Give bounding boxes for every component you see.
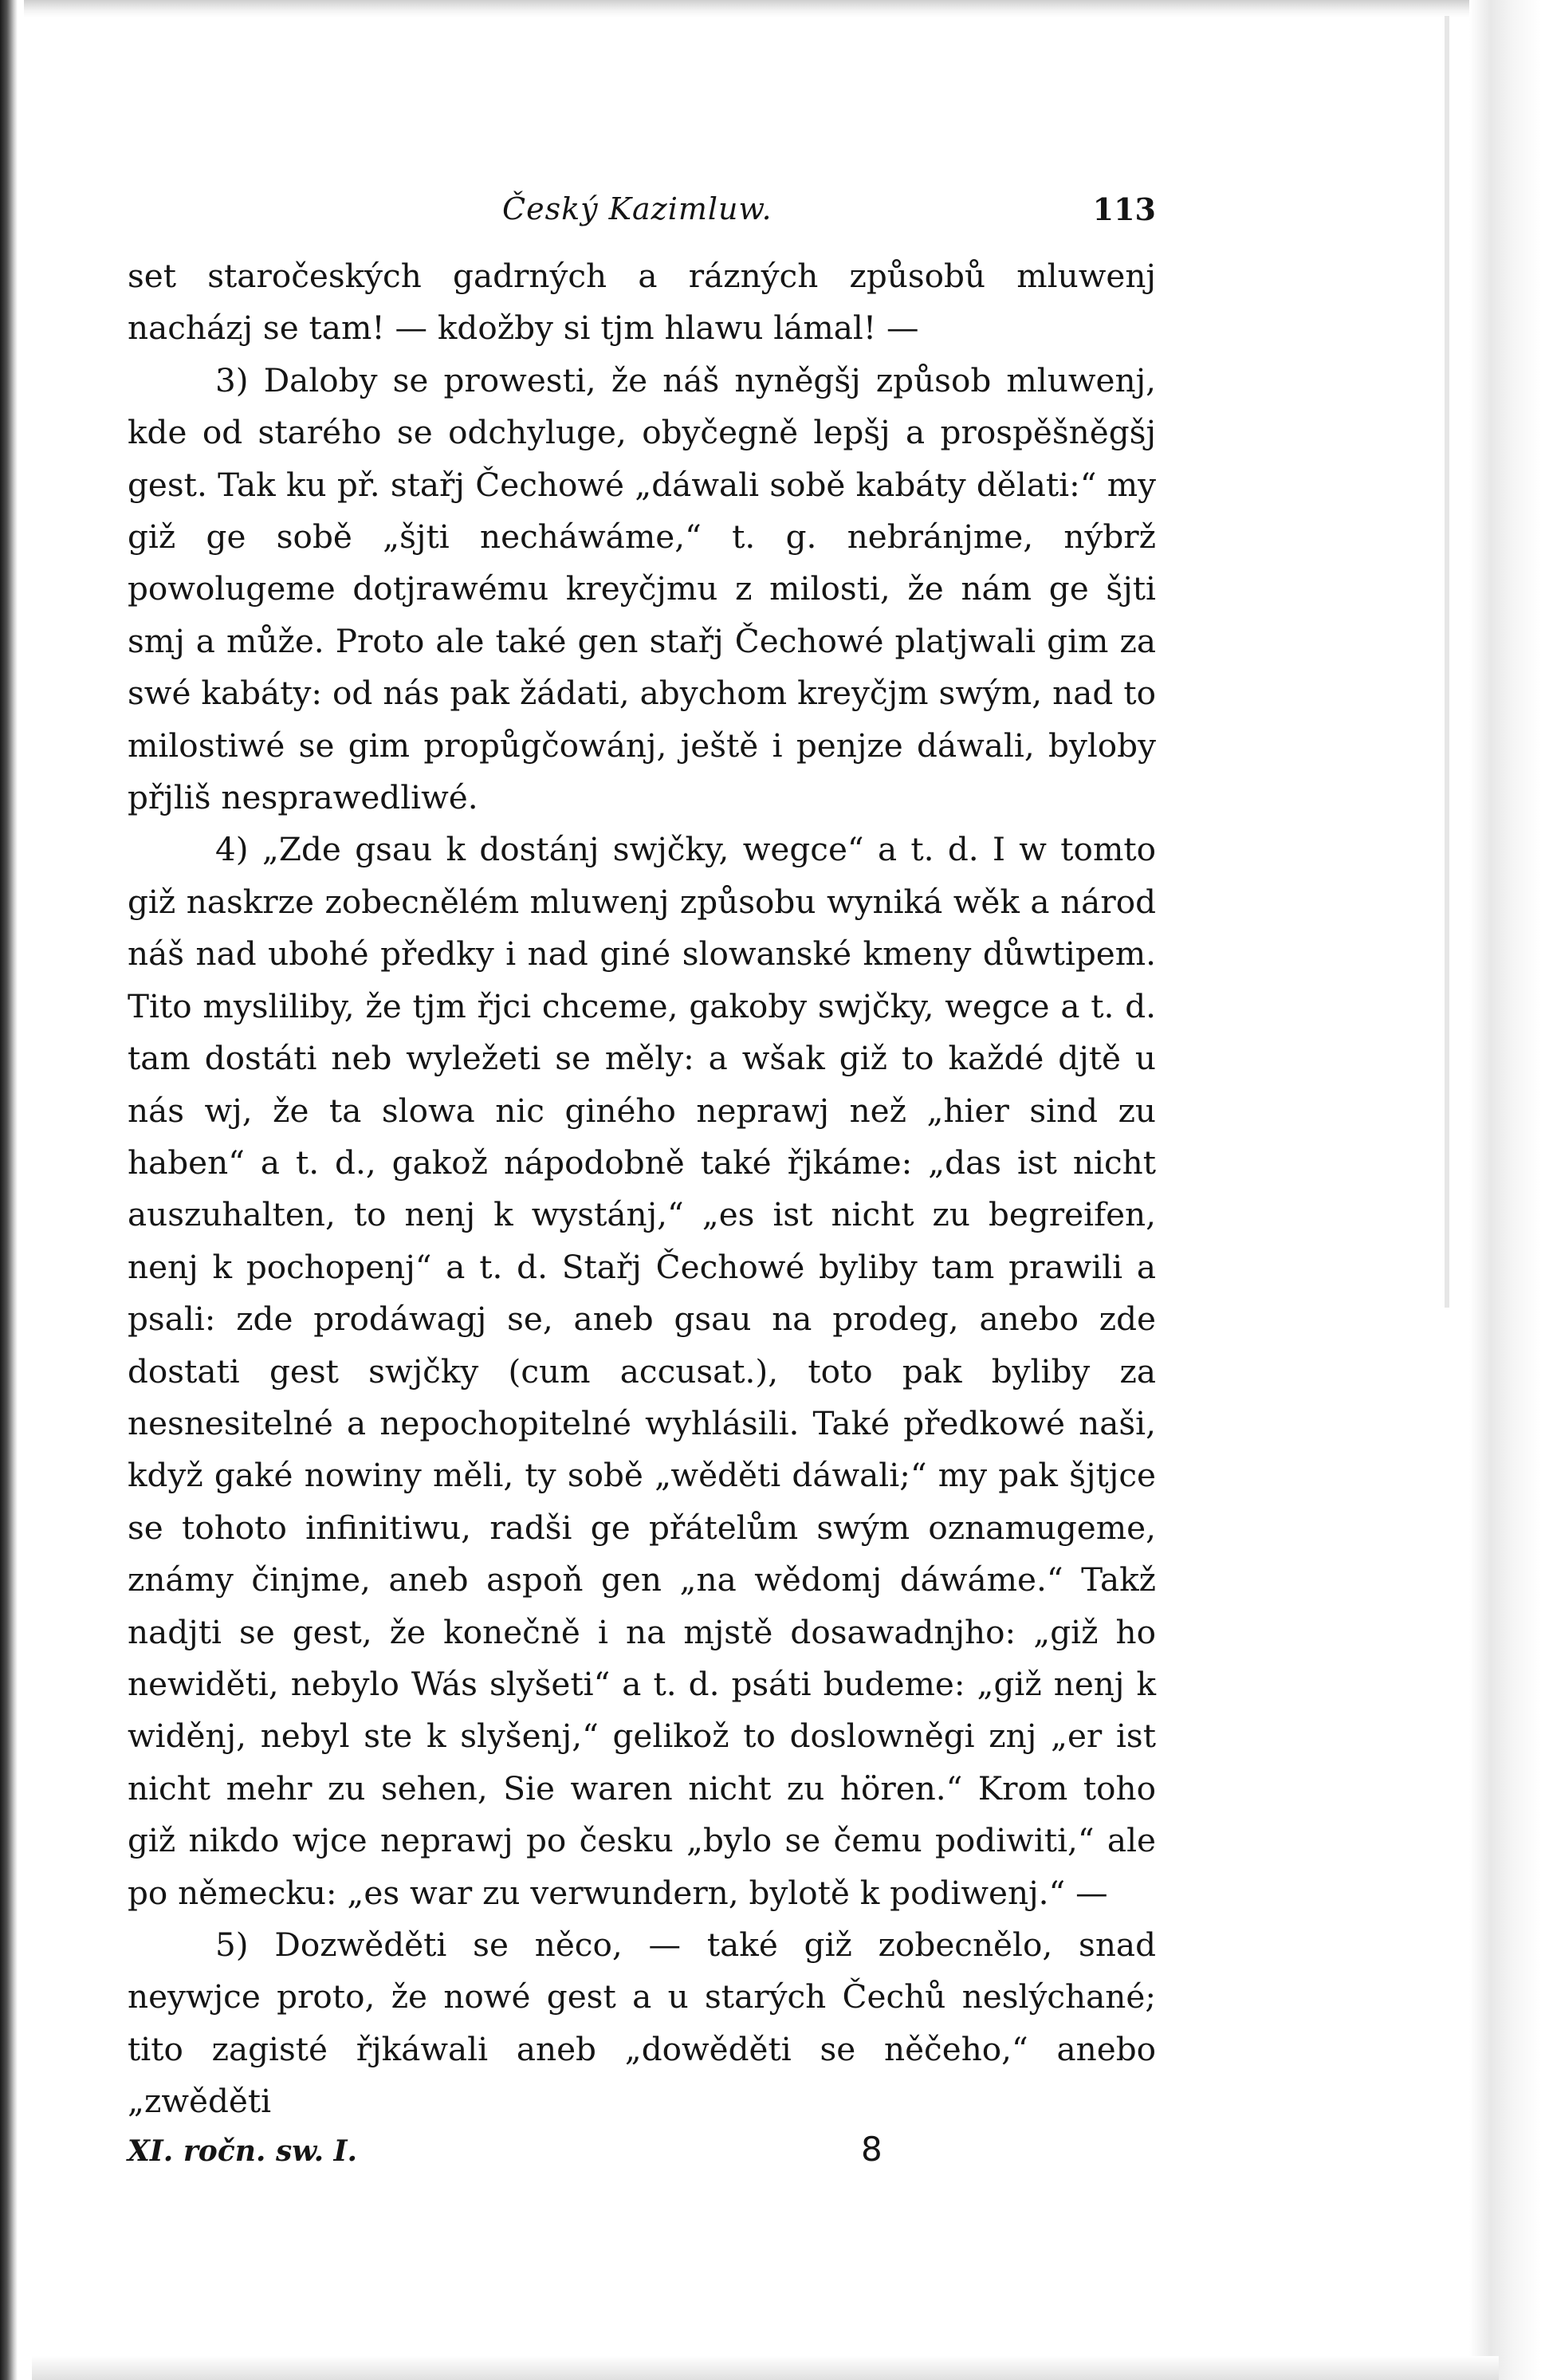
paragraph-5: 5) Dozwěděti se něco, — také giž zobecnělo, snad neywjce proto, že nowé gest a u starých Čechů neslýchané; tito zagisté řjkáwali aneb „dowěděti se něčeho,“ anebo „zwěděti [128,1926,1156,2121]
scan-right-edge [1469,0,1541,2380]
paragraph-continuation: set staročeských gadrných a rázných způsobů mluwenj nacházj se tam! — kdožby si tjm hlawu lámal! — [128,257,1156,348]
paragraph-3: 3) Daloby se prowesti, že náš nyněgšj způsob mluwenj, kde od starého se odchyluge, obyčegně lepšj a prospěšněgšj gest. Tak ku př. stařj Čechowé „dáwali sobě kabáty dělati:“ my giž ge sobě „šjti necháwáme,“ t. g. nebránjme, nýbrž powolugeme dotjrawému kreyčjmu z milosti, že nám ge šjti smj a může. Proto ale také gen stařj Čechowé platjwali gim za swé kabáty: od nás pak žádati, abychom kreyčjm swým, nad to milostiwé se gim propůgčowánj, ještě i penjze dáwali, byloby přjliš nesprawedliwé. [128,360,1156,817]
signature-mark: XI. ročn. sw. I. [128,2134,358,2168]
paragraph-4: 4) „Zde gsau k dostánj swjčky, wegce“ a t. d. I w tomto giž naskrze zobecnělém mluwenj způsobu wyniká wěk a národ náš nad ubohé předky i nad giné slowanské kmeny důwtipem. Tito mysliliby, že tjm řjci chceme, gakoby swjčky, wegce a t. d. tam dostáti neb wyležeti se měly: a wšak giž to každé djtě u nás wj, že ta slowa nic giného neprawj než „hier sind zu haben“ a t. d., gakož nápodobně také řjkáme: „das ist nicht auszuhalten, to nenj k wystánj,“ „es ist nicht zu begreifen, nenj k pochopenj“ a t. d. Stařj Čechowé byliby tam prawili a psali: zde prodáwagj se, aneb gsau na prodeg, anebo zde dostati gest swjčky (cum accusat.), toto pak byliby za nesnesitelné a nepochopitelné wyhlásili. Také předkowé naši, když gaké nowiny měli, ty sobě „wěděti dáwali;“ my pak šjtjce se tohoto infinitiwu, radši ge přátelům swým oznamugeme, známy činjme, aneb aspoň gen „na wědomj dáwáme.“ Takž nadjti se gest, že konečně i na mjstě dosawadnjho: „giž ho newiděti, nebylo Wás slyšeti“ a t. d. psáti budeme: „giž nenj k widěnj, nebyl ste k slyšenj,“ gelikož to doslowněgi znj „er ist nicht mehr zu sehen, Sie waren nicht zu hören.“ Krom toho giž nikdo wjce neprawj po česku „bylo se čemu podiwiti,“ ale po německu: „es war zu verwundern, bylotě k podiwenj.“ — [128,830,1156,1912]
running-title: Český Kazimluw. [502,191,772,226]
scan-binding-shadow [0,0,18,2380]
scan-top-shadow [24,0,1499,18]
body-text [128,250,1156,2128]
scan-right-margin-line [1445,16,1449,1308]
page-footer [128,2129,1156,2182]
running-head [128,191,1156,239]
scan-bottom-shadow [32,2356,1499,2380]
book-page [128,191,1156,2182]
sheet-number: 8 [861,2129,883,2169]
page-number: 113 [1092,191,1156,227]
